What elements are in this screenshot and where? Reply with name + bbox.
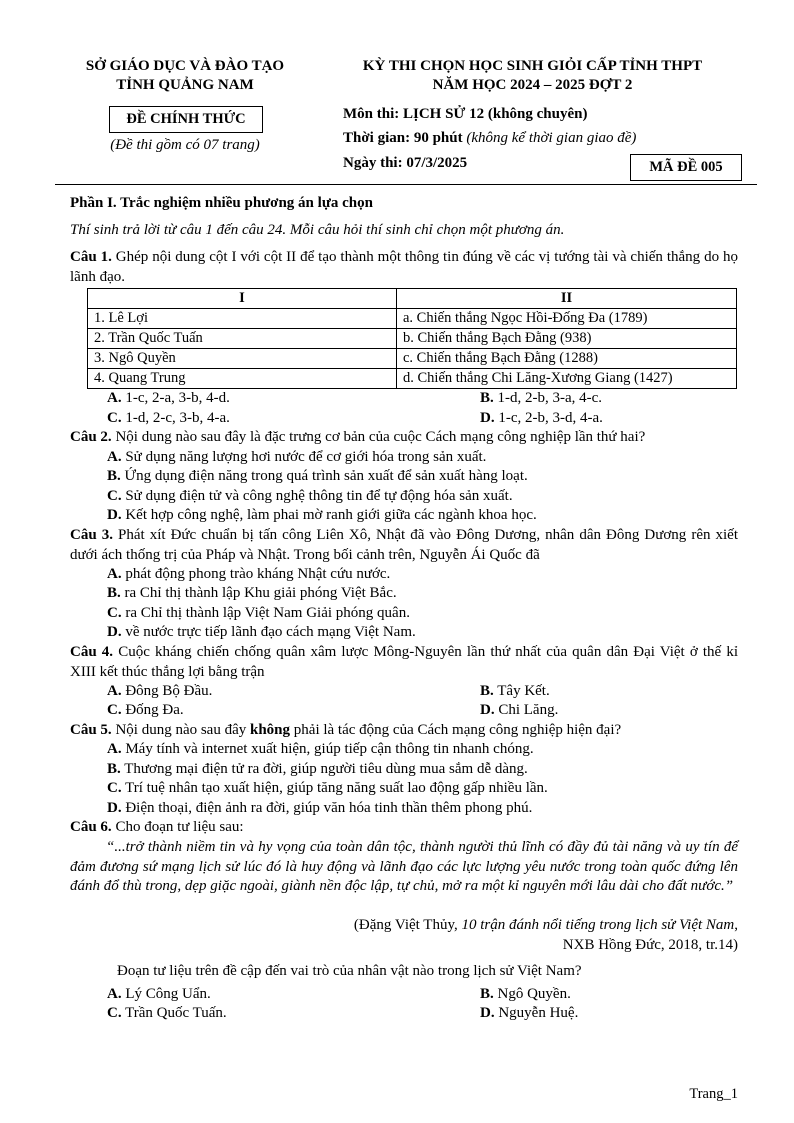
option-a[interactable]: A. Lý Công Uẩn. bbox=[107, 986, 211, 1002]
source-author: (Đặng Việt Thủy, bbox=[353, 917, 462, 933]
table-row bbox=[88, 309, 737, 329]
option-b[interactable]: B. Ngô Quyền. bbox=[480, 986, 571, 1002]
option-b[interactable]: B. Ứng dụng điện năng trong quá trình sản xuất để sản xuất hàng loạt. bbox=[107, 468, 528, 484]
option-a[interactable]: A. Sử dụng năng lượng hơi nước để cơ giới hóa trong sản xuất. bbox=[107, 449, 487, 465]
option-c[interactable]: C. Sử dụng điện tử và công nghệ thông tin để tự động hóa sản xuất. bbox=[107, 488, 513, 504]
official-label: ĐỀ CHÍNH THỨC bbox=[126, 111, 246, 127]
time-note: (không kể thời gian giao đề) bbox=[466, 130, 637, 146]
department-name bbox=[55, 57, 315, 95]
exam-title-line-1: KỲ THI CHỌN HỌC SINH GIỎI CẤP TỈNH THPT bbox=[362, 58, 703, 74]
question-label: Câu 4. bbox=[70, 644, 114, 660]
option-b[interactable]: B. Thương mại điện tử ra đời, giúp người tiêu dùng mua sắm dễ dàng. bbox=[107, 761, 528, 777]
table-cell: 4. Quang Trung bbox=[88, 369, 397, 389]
question-text: Phát xít Đức chuẩn bị tấn công Liên Xô, Nhật đã vào Đông Dương, nhân dân Đông Dương rên xiết dưới ách thống trị của Pháp và Nhật. Trong bối cảnh trên, Nguyễn Ái Quốc đã bbox=[70, 527, 739, 563]
option-b[interactable]: B. ra Chỉ thị thành lập Khu giải phóng Việt Bắc. bbox=[107, 585, 397, 601]
part1-title: Phần I. Trắc nghiệm nhiều phương án lựa chọn bbox=[70, 195, 373, 211]
quote-passage: “...trở thành niềm tin và hy vọng của toàn dân tộc, thành người thủ lĩnh có đầy đủ tài năng và uy tín để đảm đương sứ mạng lịch sử lúc đó là huy động và lãnh đạo các lực lượng yêu nước trong toàn quốc đứng lên đánh đổ thù trong, dẹp giặc ngoài, giành nền độc lập, tự chủ, mở ra một kỉ nguyên mới lâu dài cho đất nước.” bbox=[70, 839, 738, 894]
question-2 bbox=[70, 428, 738, 448]
exam-code-box bbox=[630, 154, 742, 181]
question-text: Cuộc kháng chiến chống quân xâm lược Mông-Nguyên lần thứ nhất của quân dân Đại Việt ở thế kỉ XIII kết thúc thắng lợi bằng trận bbox=[70, 644, 739, 680]
option-c[interactable]: C. Trần Quốc Tuấn. bbox=[107, 1005, 227, 1021]
question-label: Câu 6. bbox=[70, 819, 112, 835]
option-c[interactable]: C. 1-d, 2-c, 3-b, 4-a. bbox=[107, 410, 230, 426]
table-header-row bbox=[88, 289, 737, 309]
table-row bbox=[88, 329, 737, 349]
question-text-pre: Nội dung nào sau đây bbox=[115, 722, 250, 738]
official-label-box bbox=[109, 106, 263, 133]
option-d[interactable]: D. Kết hợp công nghệ, làm phai mờ ranh giới giữa các ngành khoa học. bbox=[107, 507, 537, 523]
exam-code: MÃ ĐỀ 005 bbox=[649, 159, 723, 175]
option-c[interactable]: C. Đống Đa. bbox=[107, 702, 184, 718]
question-text: Nội dung nào sau đây là đặc trưng cơ bản của cuộc Cách mạng công nghiệp lần thứ hai? bbox=[115, 429, 646, 445]
question-label: Câu 5. bbox=[70, 722, 112, 738]
option-d[interactable]: D. Nguyễn Huệ. bbox=[480, 1005, 579, 1021]
source-publisher: NXB Hồng Đức, 2018, tr.14) bbox=[562, 936, 738, 953]
option-d[interactable]: D. về nước trực tiếp lãnh đạo cách mạng Việt Nam. bbox=[107, 624, 416, 640]
time-label: Thời gian: 90 phút bbox=[343, 130, 463, 146]
table-row bbox=[88, 349, 737, 369]
question-5 bbox=[70, 721, 738, 741]
option-a[interactable]: A. Đông Bộ Đầu. bbox=[107, 683, 213, 699]
table-cell: d. Chiến thắng Chi Lăng-Xương Giang (1427) bbox=[397, 369, 737, 389]
table-row bbox=[88, 369, 737, 389]
table-cell: c. Chiến thắng Bạch Đằng (1288) bbox=[397, 349, 737, 369]
question-3 bbox=[70, 526, 738, 565]
question-label: Câu 2. bbox=[70, 429, 112, 445]
question-text: Ghép nội dung cột I với cột II để tạo thành một thông tin đúng về các vị tướng tài và chiến thắng do họ lãnh đạo. bbox=[70, 249, 739, 285]
column-header-1: I bbox=[88, 289, 397, 309]
pages-note: (Đề thi gồm có 07 trang) bbox=[110, 137, 260, 153]
option-b[interactable]: B. Tây Kết. bbox=[480, 683, 550, 699]
exam-title-line-2: NĂM HỌC 2024 – 2025 ĐỢT 2 bbox=[432, 77, 633, 93]
question-6 bbox=[70, 818, 738, 838]
question-label: Câu 3. bbox=[70, 527, 113, 543]
option-c[interactable]: C. ra Chỉ thị thành lập Việt Nam Giải phóng quân. bbox=[107, 605, 410, 621]
question-4 bbox=[70, 643, 738, 682]
option-d[interactable]: D. Chi Lăng. bbox=[480, 702, 559, 718]
page-number: Trang_1 bbox=[689, 1086, 738, 1102]
table-cell: 2. Trần Quốc Tuấn bbox=[88, 329, 397, 349]
table-cell: b. Chiến thắng Bạch Đằng (938) bbox=[397, 329, 737, 349]
department-line-2: TỈNH QUẢNG NAM bbox=[116, 77, 254, 93]
option-a[interactable]: A. phát động phong trào kháng Nhật cứu nước. bbox=[107, 566, 391, 582]
option-d[interactable]: D. 1-c, 2-b, 3-d, 4-a. bbox=[480, 410, 603, 426]
question-prompt: Đoạn tư liệu trên đề cập đến vai trò của nhân vật nào trong lịch sử Việt Nam? bbox=[117, 963, 582, 979]
table-cell: 3. Ngô Quyền bbox=[88, 349, 397, 369]
time-line bbox=[343, 130, 636, 147]
question-label: Câu 1. bbox=[70, 249, 112, 265]
option-d[interactable]: D. Điện thoại, điện ảnh ra đời, giúp văn hóa tinh thần thêm phong phú. bbox=[107, 800, 533, 816]
question-text: Cho đoạn tư liệu sau: bbox=[115, 819, 244, 835]
part1-instruction: Thí sinh trả lời từ câu 1 đến câu 24. Mỗi câu hỏi thí sinh chỉ chọn một phương án. bbox=[70, 222, 565, 238]
option-b[interactable]: B. 1-d, 2-b, 3-a, 4-c. bbox=[480, 390, 603, 406]
source-title: 10 trận đánh nổi tiếng trong lịch sử Việt Nam bbox=[461, 917, 735, 933]
option-a[interactable]: A. Máy tính và internet xuất hiện, giúp tiếp cận thông tin nhanh chóng. bbox=[107, 741, 534, 757]
department-line-1: SỞ GIÁO DỤC VÀ ĐÀO TẠO bbox=[85, 58, 285, 74]
exam-title bbox=[325, 57, 740, 95]
table-cell: 1. Lê Lợi bbox=[88, 309, 397, 329]
column-header-2: II bbox=[397, 289, 737, 309]
exam-date: Ngày thi: 07/3/2025 bbox=[343, 155, 468, 171]
matching-table bbox=[87, 288, 737, 389]
question-text-post: phải là tác động của Cách mạng công nghiệp hiện đại? bbox=[290, 722, 622, 738]
table-cell: a. Chiến thắng Ngọc Hồi-Đống Đa (1789) bbox=[397, 309, 737, 329]
subject-label: Môn thi: LỊCH SỬ 12 (không chuyên) bbox=[343, 106, 588, 122]
question-1 bbox=[70, 248, 738, 287]
option-a[interactable]: A. 1-c, 2-a, 3-b, 4-d. bbox=[107, 390, 230, 406]
header-divider bbox=[55, 184, 757, 185]
quote-source: (Đặng Việt Thủy, 10 trận đánh nổi tiếng trong lịch sử Việt Nam, NXB Hồng Đức, 2018, tr.14) bbox=[250, 916, 738, 955]
option-c[interactable]: C. Trí tuệ nhân tạo xuất hiện, giúp tăng năng suất lao động gấp nhiều lần. bbox=[107, 780, 548, 796]
question-text-emphasis: không bbox=[250, 722, 291, 738]
